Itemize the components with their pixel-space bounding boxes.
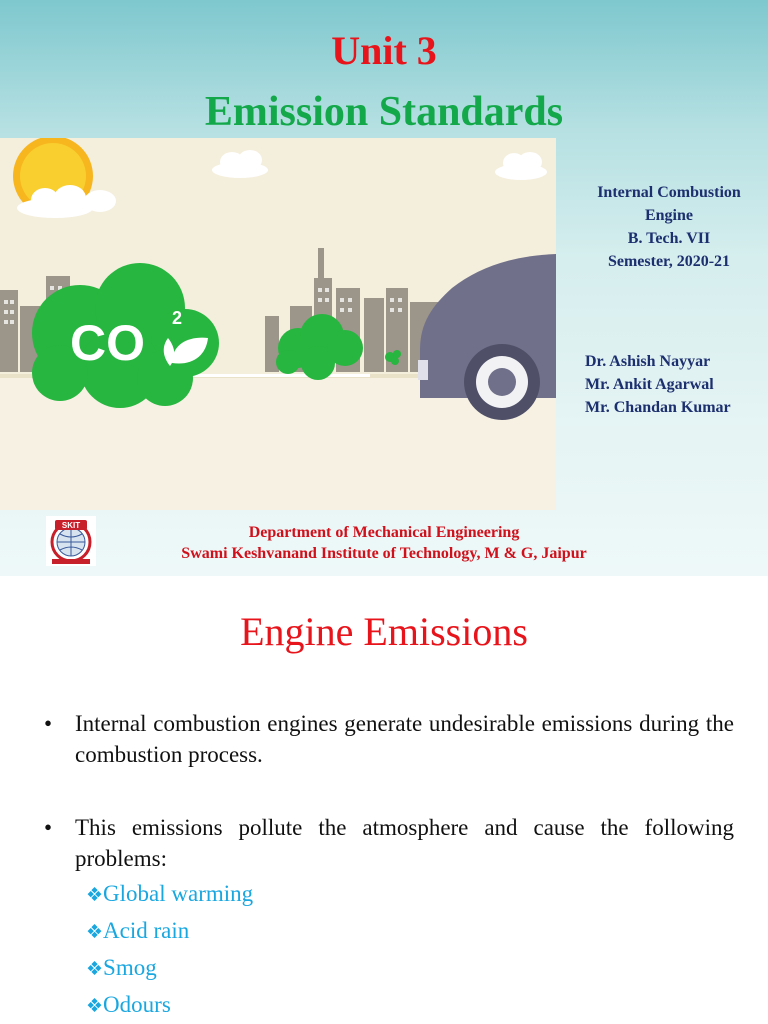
unit-title: Unit 3 (331, 28, 437, 73)
skit-logo (46, 516, 96, 566)
sub-list-item (86, 878, 253, 911)
institute-name: Swami Keshvanand Institute of Technology, M & G, Jaipur (181, 545, 587, 562)
bullet-text: Internal combustion engines generate undesirable emissions during the combustion process. (75, 711, 734, 767)
diamond-bullet-icon: ❖ (86, 996, 104, 1017)
bullet-icon: • (44, 815, 53, 840)
cloud-icon (212, 150, 268, 178)
co2-label: CO (70, 315, 145, 371)
bullet-item (44, 812, 734, 874)
sub-item-text: Global warming (103, 881, 254, 906)
bullet-item (44, 708, 734, 770)
sub-list-item (86, 915, 189, 948)
svg-text:SKIT: SKIT (61, 521, 81, 530)
sub-list-item (86, 952, 157, 985)
sub-item-text: Odours (103, 992, 171, 1017)
diamond-bullet-icon: ❖ (86, 959, 104, 980)
co2-subscript: 2 (172, 308, 183, 328)
cloud-icon (495, 152, 547, 180)
department-info (100, 522, 668, 564)
author-list (585, 350, 731, 419)
course-line: B. Tech. VII (627, 230, 711, 247)
diamond-bullet-icon: ❖ (86, 922, 104, 943)
diamond-bullet-icon: ❖ (86, 885, 104, 906)
slide-title: Emission Standards (204, 89, 564, 135)
bullet-text: This emissions pollute the atmosphere and cause the following problems: (75, 815, 734, 871)
author-name: Mr. Chandan Kumar (585, 399, 731, 416)
sub-item-text: Acid rain (103, 918, 190, 943)
slide-title: Engine Emissions (240, 609, 528, 654)
co2-emission-illustration (0, 138, 556, 510)
car-icon (418, 254, 556, 420)
sub-list-item (86, 989, 171, 1022)
engine-emissions-slide (0, 576, 768, 1024)
course-info (570, 181, 768, 273)
course-line: Internal Combustion (597, 184, 741, 201)
department-name: Department of Mechanical Engineering (248, 524, 520, 541)
bullet-icon: • (44, 711, 53, 736)
author-name: Mr. Ankit Agarwal (585, 376, 714, 393)
course-line: Engine (644, 207, 693, 224)
author-name: Dr. Ashish Nayyar (585, 353, 711, 370)
sub-item-text: Smog (103, 955, 157, 980)
course-line: Semester, 2020-21 (607, 253, 731, 270)
